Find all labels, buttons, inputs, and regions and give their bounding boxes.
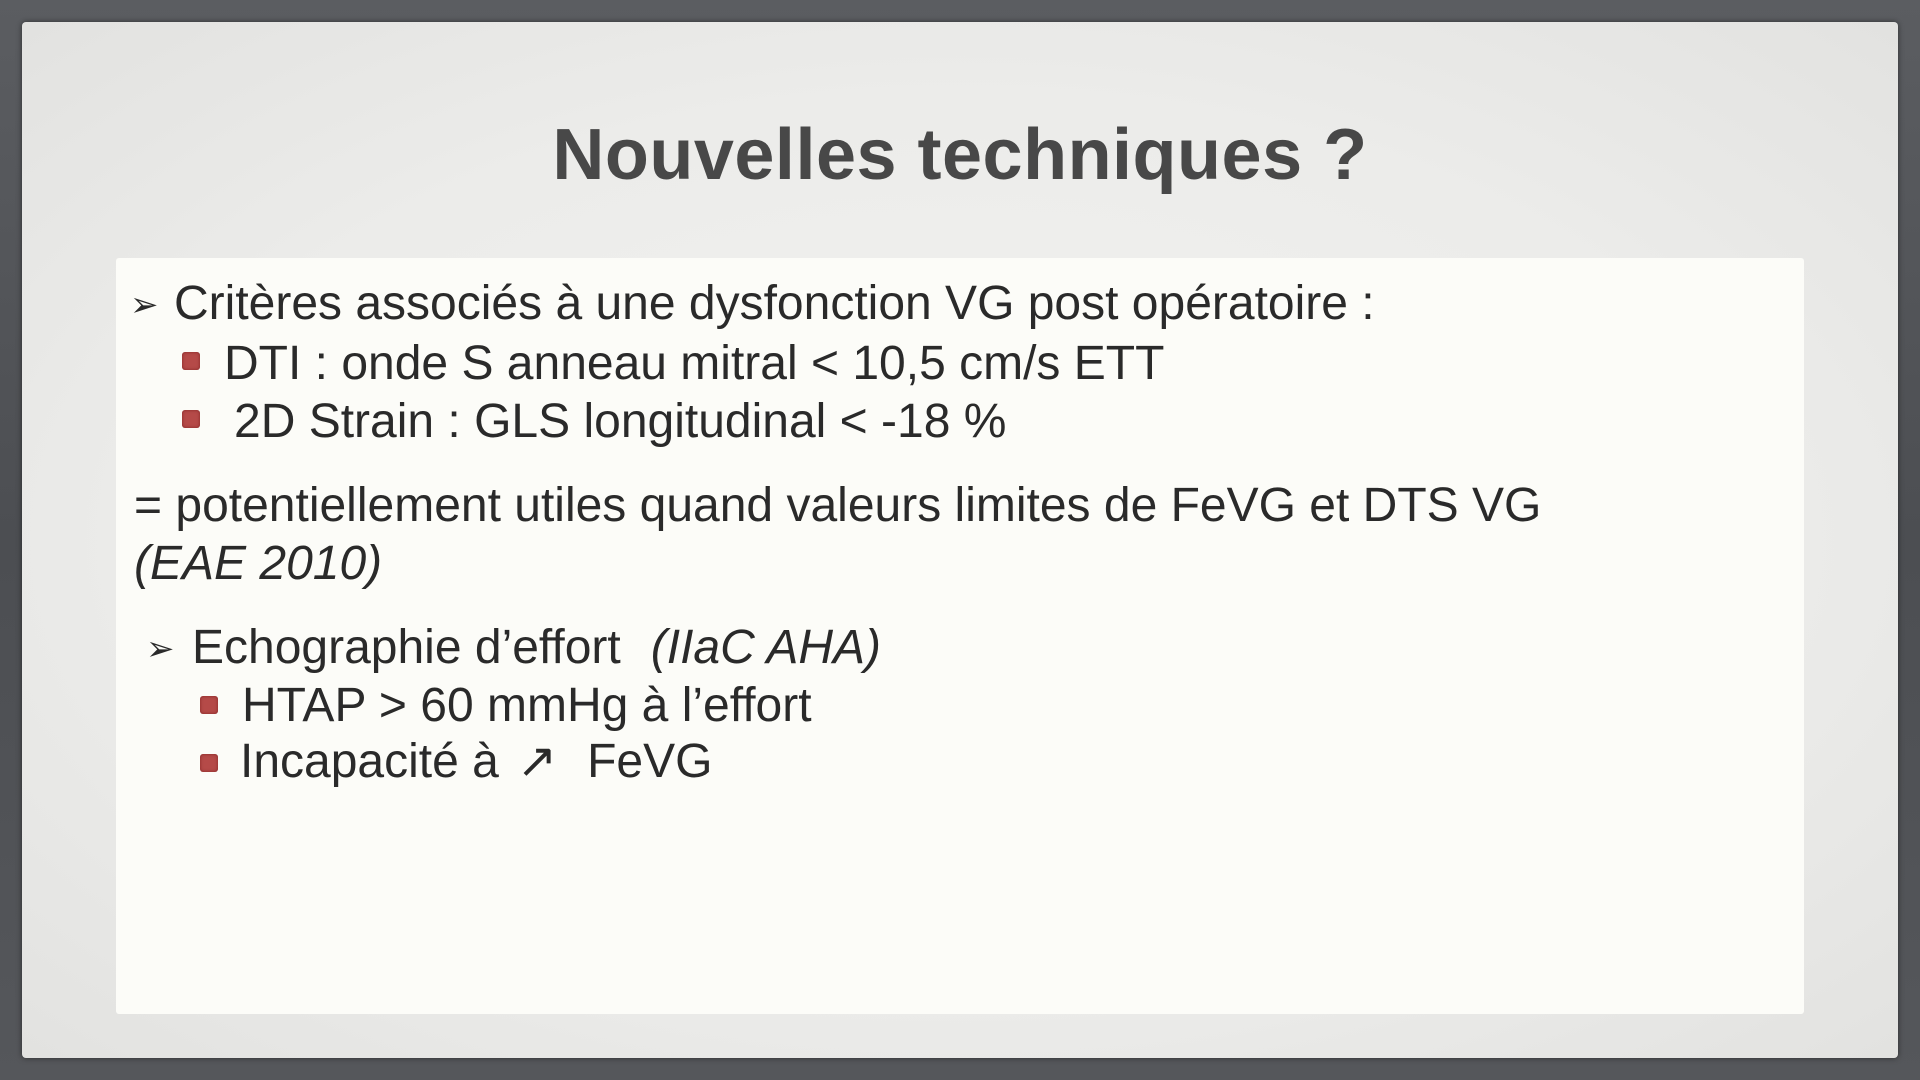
section2-item-fevg-suffix: FeVG <box>587 735 713 788</box>
section2-heading <box>192 621 881 674</box>
section1-item-dti: DTI : onde S anneau mitral < 10,5 cm/s ETT <box>224 337 1165 390</box>
square-bullet-icon <box>182 352 200 370</box>
square-bullet-icon <box>200 696 218 714</box>
section2-item-fevg <box>240 735 713 788</box>
section2-item-htap: HTAP > 60 mmHg à l’effort <box>242 679 812 732</box>
section2-heading-text: Echographie d’effort <box>192 621 621 674</box>
slide <box>22 22 1898 1058</box>
content-box <box>116 258 1804 1014</box>
section2-item-fevg-prefix: Incapacité à <box>240 735 499 788</box>
arrow-bullet-icon: ➢ <box>146 630 175 668</box>
note-reference: (EAE 2010) <box>134 537 383 590</box>
arrow-up-right-icon: ↗ <box>516 735 558 788</box>
square-bullet-icon <box>182 410 200 428</box>
slide-title: Nouvelles techniques ? <box>552 115 1368 195</box>
section1-heading: Critères associés à une dysfonction VG post opératoire : <box>174 277 1375 330</box>
section1-item-strain: 2D Strain : GLS longitudinal < -18 % <box>234 395 1007 448</box>
section2-heading-reference: (IIaC AHA) <box>650 621 881 674</box>
square-bullet-icon <box>200 754 218 772</box>
arrow-bullet-icon: ➢ <box>130 286 159 324</box>
note-text: = potentiellement utiles quand valeurs limites de FeVG et DTS VG <box>134 479 1542 532</box>
